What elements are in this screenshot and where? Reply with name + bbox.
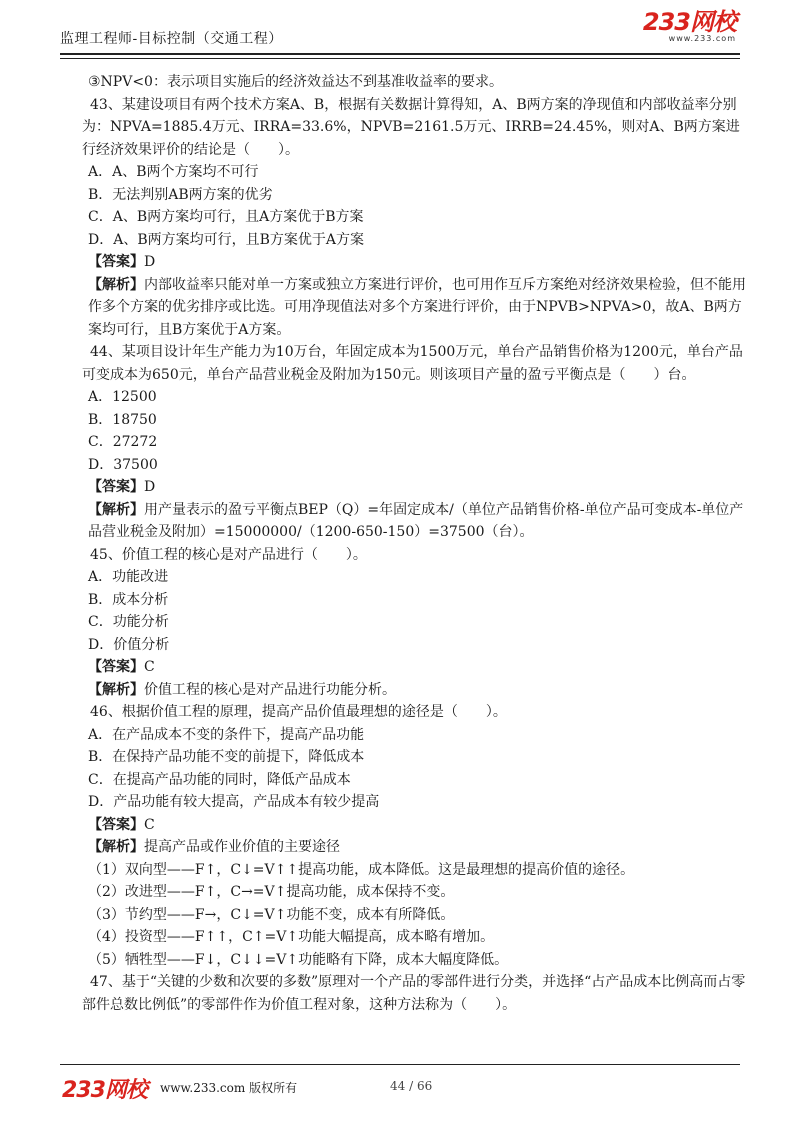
line-text: A．A、B两个方案均不可行 [88, 164, 259, 180]
text-line [82, 94, 746, 162]
line-text: 44、某项目设计年生产能力为10万台，年固定成本为1500万元，单台产品销售价格为1200元，单台产品可变成本为650元，单台产品营业税金及附加为150元。则该项目产量的盈亏平衡点是（ ）台。 [82, 344, 743, 383]
text-line [82, 431, 746, 454]
text-line [82, 949, 746, 972]
text-line [82, 589, 746, 612]
line-text: D [144, 254, 156, 270]
text-line [82, 611, 746, 634]
line-text: C．27272 [88, 434, 158, 450]
text-line [82, 229, 746, 252]
line-text: （5）牺牲型——F↓，C↓↓=V↑功能略有下降，成本大幅度降低。 [88, 951, 509, 968]
line-tag: 【答案】 [88, 816, 144, 833]
header-divider [60, 53, 740, 55]
text-line [82, 454, 746, 477]
page-header [60, 0, 740, 55]
text-line [82, 544, 746, 567]
text-line [82, 926, 746, 949]
line-tag: 【解析】 [88, 276, 144, 293]
footer-logo[interactable]: 233网校 [62, 1078, 147, 1103]
line-text: C．在提高产品功能的同时，降低产品成本 [88, 771, 351, 788]
header-title: 监理工程师-目标控制（交通工程） [60, 31, 283, 47]
line-text: C [144, 659, 155, 675]
analysis-line [82, 679, 746, 702]
text-line [82, 206, 746, 229]
line-text: D [144, 479, 156, 495]
text-line [82, 701, 746, 724]
text-line [82, 184, 746, 207]
line-text: C [144, 816, 155, 833]
logo-text: 233网校 [642, 8, 736, 36]
line-tag: 【解析】 [88, 681, 144, 698]
text-line [82, 859, 746, 882]
line-tag: 【解析】 [88, 501, 144, 518]
text-line [82, 791, 746, 814]
line-text: A．功能改进 [88, 569, 169, 585]
analysis-line [82, 274, 746, 342]
line-text: D．37500 [88, 456, 158, 473]
text-line [82, 746, 746, 769]
line-text: B．无法判别AB两方案的优劣 [88, 186, 273, 203]
line-tag: 【答案】 [88, 659, 144, 675]
line-text: （1）双向型——F↑，C↓=V↑↑提高功能，成本降低。这是最理想的提高价值的途径。 [88, 861, 635, 878]
line-text: 提高产品或作业价值的主要途径 [144, 839, 340, 855]
text-line [82, 634, 746, 657]
line-tag: 【解析】 [88, 839, 144, 855]
answer-line [82, 476, 746, 499]
line-text: 用产量表示的盈亏平衡点BEP（Q）=年固定成本/（单位产品销售价格-单位产品可变成本-单位产品营业税金及附加）=15000000/（1200-650-150）=37500（台）。 [88, 501, 744, 540]
answer-line [82, 656, 746, 679]
brand-logo[interactable] [643, 10, 736, 43]
line-text: D．价值分析 [88, 636, 170, 653]
text-line [82, 724, 746, 747]
line-text: （2）改进型——F↑，C→=V↑提高功能，成本保持不变。 [88, 884, 455, 900]
line-tag: 【答案】 [88, 254, 144, 270]
page-number: 44 / 66 [390, 1079, 433, 1093]
line-text: 45、价值工程的核心是对产品进行（ ）。 [90, 546, 367, 563]
line-text: 价值工程的核心是对产品进行功能分析。 [144, 681, 396, 698]
line-text: ③NPV<0：表示项目实施后的经济效益达不到基准收益率的要求。 [88, 74, 503, 90]
text-line [82, 971, 746, 1016]
line-text: A．在产品成本不变的条件下，提高产品功能 [88, 726, 365, 743]
footer-divider [60, 1064, 740, 1065]
line-text: D．产品功能有较大提高，产品成本有较少提高 [88, 794, 380, 810]
analysis-line [82, 499, 746, 544]
text-line [82, 341, 746, 386]
text-line [82, 409, 746, 432]
line-text: 43、某建设项目有两个技术方案A、B，根据有关数据计算得知，A、B两方案的净现值和内部收益率分别为：NPVA=1885.4万元、IRRA=33.6%，NPVB=2161.5万元、IRRB=24.45%，则对A、B两方案进行经济效果评价的结论是（ ）。 [82, 96, 740, 158]
analysis-line [82, 836, 746, 859]
text-line [82, 161, 746, 184]
logo-url: www.233.com [668, 34, 736, 43]
document-body [82, 71, 746, 1016]
line-text: A．12500 [88, 389, 157, 405]
line-text: 内部收益率只能对单一方案或独立方案进行评价，也可用作互斥方案绝对经济效果检验，但不能用作多个方案的优劣排序或比选。可用净现值法对多个方案进行评价，由于NPVB>NPVA>0，故A、B两方案均可行，且B方案优于A方案。 [88, 276, 746, 338]
line-tag: 【答案】 [88, 479, 144, 495]
line-text: B．在保持产品功能不变的前提下，降低成本 [88, 749, 365, 765]
text-line [82, 881, 746, 904]
line-text: （4）投资型——F↑↑，C↑=V↑功能大幅提高，成本略有增加。 [88, 929, 495, 945]
answer-line [82, 814, 746, 837]
line-text: B．18750 [88, 411, 157, 428]
answer-line [82, 251, 746, 274]
text-line [82, 71, 746, 94]
line-text: D．A、B两方案均可行，且B方案优于A方案 [88, 231, 365, 248]
line-text: B．成本分析 [88, 591, 169, 608]
text-line [82, 904, 746, 927]
footer-site-text: www.233.com 版权所有 [160, 1081, 298, 1095]
line-text: 47、基于“关键的少数和次要的多数”原理对一个产品的零部件进行分类，并选择“占产品成本比例高而占零部件总数比例低”的零部件作为价值工程对象，这种方法称为（ ）。 [82, 974, 746, 1013]
line-text: 46、根据价值工程的原理，提高产品价值最理想的途径是（ ）。 [90, 704, 507, 720]
text-line [82, 386, 746, 409]
line-text: （3）节约型——F→，C↓=V↑功能不变，成本有所降低。 [88, 906, 455, 923]
header-divider-thin [60, 58, 740, 59]
line-text: C．功能分析 [88, 614, 169, 630]
text-line [82, 769, 746, 792]
text-line [82, 566, 746, 589]
line-text: C．A、B两方案均可行，且A方案优于B方案 [88, 209, 364, 225]
page-footer [60, 1067, 740, 1103]
